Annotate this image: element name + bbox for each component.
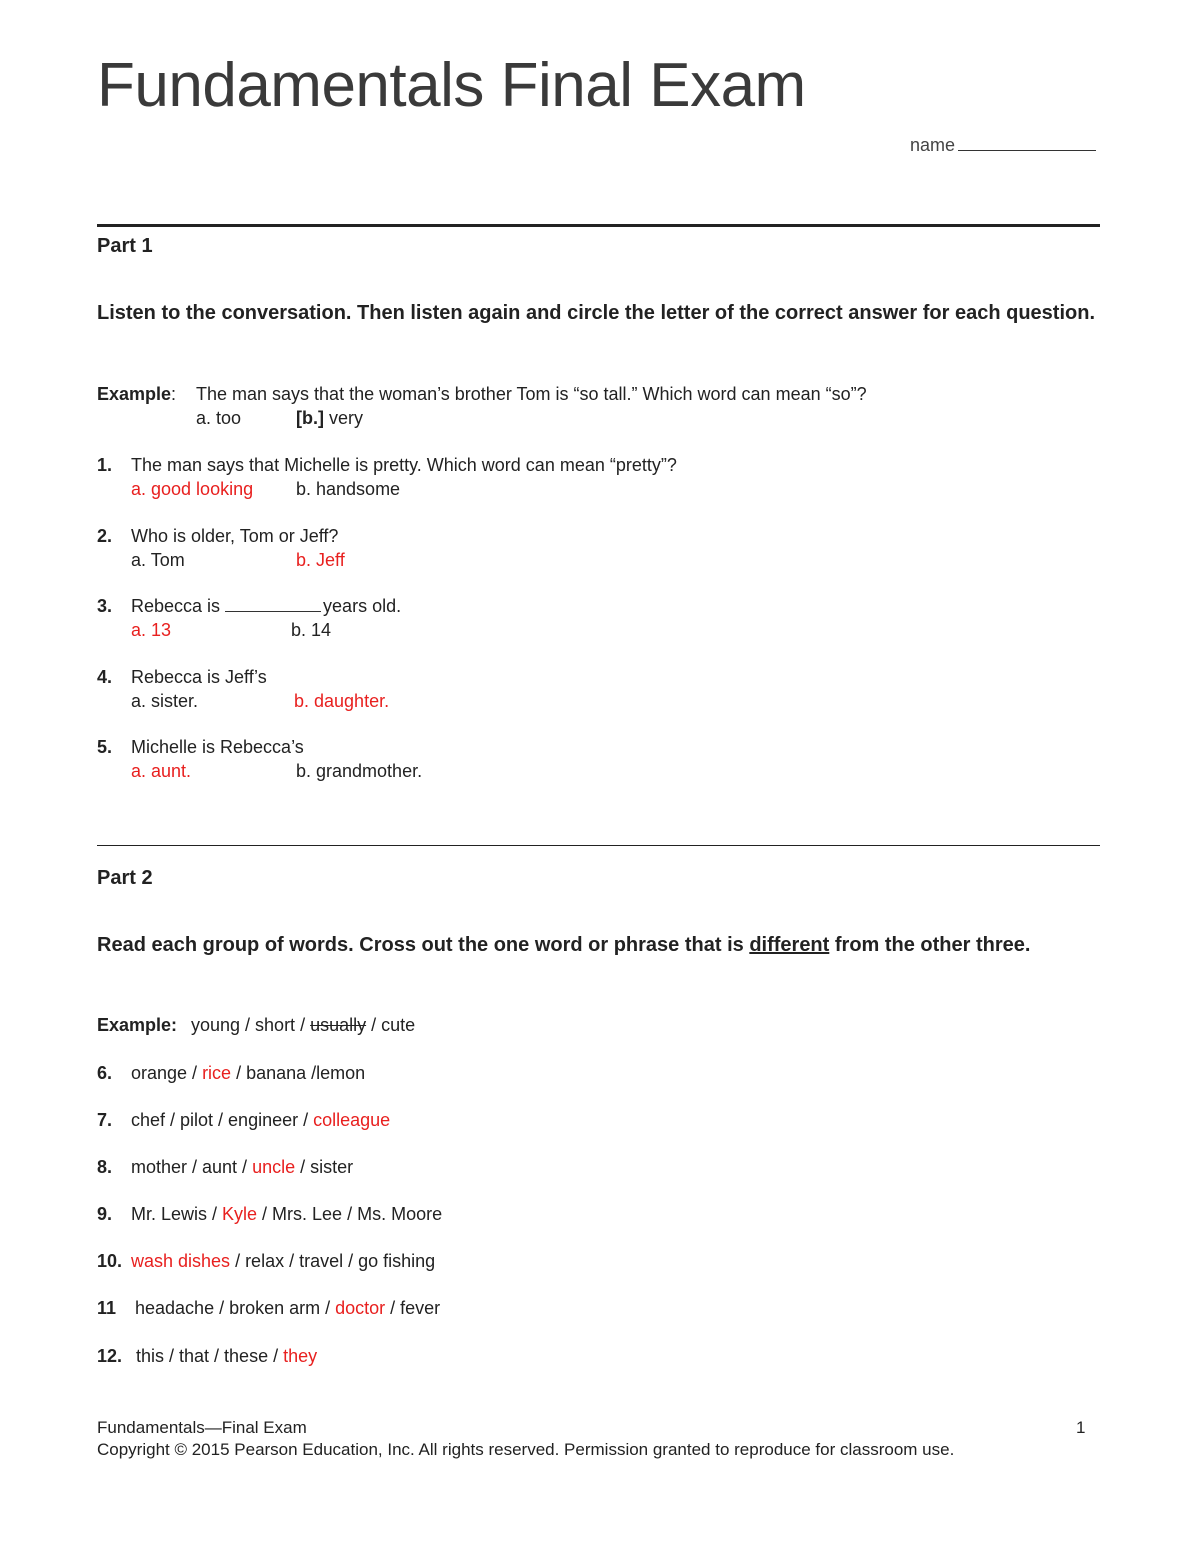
- part1-divider: [97, 224, 1100, 227]
- question-5-text: Michelle is Rebecca’s: [131, 737, 304, 757]
- name-label: name: [910, 135, 956, 155]
- page-title: Fundamentals Final Exam: [97, 51, 806, 120]
- question-3-blank: [225, 597, 321, 612]
- item-9-words: [131, 1204, 442, 1225]
- item-8-number: 8.: [97, 1157, 113, 1177]
- item-11-answer: doctor: [335, 1298, 386, 1318]
- question-2-number: 2.: [97, 526, 113, 546]
- item-6-after: / banana /lemon: [231, 1063, 366, 1083]
- part2-instruction-underlined: different: [749, 934, 830, 956]
- footer-course: Fundamentals—Final Exam: [97, 1418, 307, 1437]
- part1-heading: Part 1: [97, 235, 153, 257]
- question-4-option-a: a. sister.: [131, 691, 199, 711]
- item-6-words: [131, 1063, 365, 1084]
- item-12-answer: they: [283, 1346, 318, 1366]
- question-5-option-b: b. grandmother.: [296, 761, 423, 781]
- question-3-number: 3.: [97, 596, 113, 616]
- item-6-answer: rice: [202, 1063, 232, 1083]
- part2-example-words: [191, 1015, 415, 1036]
- example-question: The man says that the woman’s brother Tom is “so tall.” Which word can mean “so”?: [196, 384, 867, 404]
- example-option-a: a. too: [196, 408, 242, 428]
- part2-example-struck: usually: [310, 1015, 367, 1035]
- question-4-number: 4.: [97, 667, 113, 687]
- item-8-answer: uncle: [252, 1157, 296, 1177]
- part2-instruction-after: from the other three.: [829, 934, 1031, 956]
- item-11-number: 11: [97, 1298, 117, 1318]
- item-10-after: / relax / travel / go fishing: [230, 1251, 436, 1271]
- item-12-before: this / that / these /: [136, 1346, 284, 1366]
- item-9-number: 9.: [97, 1204, 113, 1224]
- item-10-number: 10.: [97, 1251, 123, 1271]
- question-5-number: 5.: [97, 737, 113, 757]
- question-4-text: Rebecca is Jeff’s: [131, 667, 267, 687]
- example-label: Example: [97, 384, 172, 404]
- example-option-b: [296, 408, 363, 429]
- part2-example: [97, 1015, 177, 1036]
- footer-copyright: Copyright © 2015 Pearson Education, Inc. All rights reserved. Permission granted to reproduce for classroom use.: [97, 1440, 955, 1459]
- item-7-before: chef / pilot / engineer /: [131, 1110, 314, 1130]
- question-3-text-after: years old.: [323, 596, 402, 616]
- item-9-answer: Kyle: [222, 1204, 258, 1224]
- footer-page-number: 1: [1076, 1418, 1086, 1437]
- item-8-after: / sister: [295, 1157, 354, 1177]
- question-5-option-a: a. aunt.: [131, 761, 192, 781]
- item-10-words: [131, 1251, 435, 1272]
- part2-heading: Part 2: [97, 867, 153, 889]
- example-option-b-marker: [b.]: [296, 408, 324, 428]
- item-7-words: [131, 1110, 390, 1131]
- item-7-number: 7.: [97, 1110, 113, 1130]
- item-8-words: [131, 1157, 353, 1178]
- question-3-option-b: b. 14: [291, 620, 332, 640]
- item-11-after: / fever: [385, 1298, 441, 1318]
- item-11-before: headache / broken arm /: [135, 1298, 336, 1318]
- item-12-number: 12.: [97, 1346, 123, 1366]
- part2-instruction: [97, 932, 1107, 959]
- question-3-text-before: Rebecca is: [131, 596, 226, 616]
- item-7-answer: colleague: [313, 1110, 391, 1130]
- question-3-option-a: a. 13: [131, 620, 172, 640]
- item-6-before: orange /: [131, 1063, 203, 1083]
- item-11-words: [135, 1298, 440, 1319]
- part2-example-label: Example:: [97, 1015, 178, 1035]
- part1-example: Example:: [97, 384, 177, 404]
- question-1-option-a: a. good looking: [131, 479, 254, 499]
- example-option-b-text: very: [323, 408, 363, 428]
- question-1-option-b: b. handsome: [296, 479, 401, 499]
- name-field: [910, 135, 1096, 156]
- question-3-text: [131, 596, 401, 617]
- part2-divider: [97, 845, 1100, 846]
- part2-instruction-before: Read each group of words. Cross out the one word or phrase that is: [97, 934, 750, 956]
- part2-example-after: / cute: [366, 1015, 416, 1035]
- question-2-option-a: a. Tom: [131, 550, 185, 570]
- question-2-option-b: b. Jeff: [296, 550, 345, 570]
- question-1-number: 1.: [97, 455, 113, 475]
- item-9-after: / Mrs. Lee / Ms. Moore: [257, 1204, 443, 1224]
- question-1-text: The man says that Michelle is pretty. Which word can mean “pretty”?: [131, 455, 677, 475]
- part1-instruction: Listen to the conversation. Then listen again and circle the letter of the correct answer for each question.: [97, 302, 1095, 324]
- name-blank-line: [958, 136, 1096, 151]
- question-2-text: Who is older, Tom or Jeff?: [131, 526, 339, 546]
- part2-example-before: young / short /: [191, 1015, 311, 1035]
- item-9-before: Mr. Lewis /: [131, 1204, 223, 1224]
- question-4-option-b: b. daughter.: [294, 691, 390, 711]
- item-12-words: [136, 1346, 317, 1367]
- item-10-answer: wash dishes: [131, 1251, 231, 1271]
- item-8-before: mother / aunt /: [131, 1157, 253, 1177]
- item-6-number: 6.: [97, 1063, 113, 1083]
